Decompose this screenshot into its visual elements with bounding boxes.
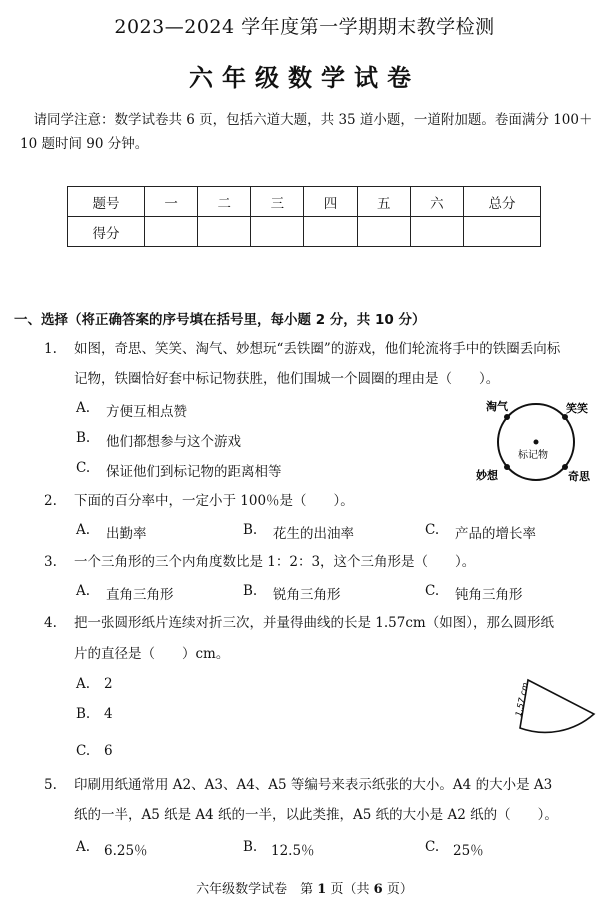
option-text: 12.5％ — [271, 843, 315, 859]
option-text: 产品的增长率 — [455, 526, 536, 542]
table-cell: 总分 — [464, 187, 541, 217]
option-label: A. — [76, 522, 91, 538]
option-text: 6 — [104, 743, 113, 759]
figure-label-qisi: 奇思 — [568, 470, 590, 483]
table-cell: 六 — [410, 187, 463, 217]
question-text: 片的直径是（ ）cm。 — [74, 646, 230, 662]
option-label: C. — [76, 460, 91, 476]
option-label: A. — [76, 400, 91, 416]
option-text: 锐角三角形 — [273, 587, 341, 603]
option-label: B. — [243, 522, 258, 538]
option-text: 方便互相点赞 — [106, 404, 187, 420]
score-table — [67, 186, 541, 247]
option-text: 25％ — [453, 843, 484, 859]
exam-header: 2023—2024 学年度第一学期期末教学检测 — [114, 16, 495, 38]
table-cell: 题号 — [68, 187, 145, 217]
score-input-cell[interactable] — [145, 217, 198, 247]
question-text: 记物，铁圈恰好套中标记物获胜，他们围城一个圆圈的理由是（ ）。 — [74, 371, 500, 387]
option-label: A. — [76, 839, 91, 855]
score-input-cell[interactable] — [410, 217, 463, 247]
score-input-cell[interactable] — [357, 217, 410, 247]
question-number: 1. — [44, 341, 57, 357]
question-number: 4. — [44, 615, 57, 631]
question-number: 2. — [44, 493, 57, 509]
table-cell: 三 — [251, 187, 304, 217]
option-text: 他们都想参与这个游戏 — [106, 434, 241, 450]
footer-middle: 页（共 — [330, 882, 370, 897]
option-label: B. — [243, 839, 258, 855]
option-label: A. — [76, 676, 91, 692]
question-text: 把一张圆形纸片连续对折三次，并量得曲线的长是 1.57cm（如图），那么圆形纸 — [74, 615, 554, 631]
option-label: C. — [76, 743, 91, 759]
option-text: 出勤率 — [106, 526, 147, 542]
question-text: 印刷用纸通常用 A2、A3、A4、A5 等编号来表示纸张的大小。A4 的大小是 A3 — [74, 777, 553, 793]
question-number: 5. — [44, 777, 57, 793]
option-label: B. — [243, 583, 258, 599]
option-text: 直角三角形 — [106, 587, 174, 603]
question-number: 3. — [44, 554, 57, 570]
option-label: A. — [76, 583, 91, 599]
footer-suffix: 页） — [386, 882, 413, 897]
option-text: 6.25％ — [104, 843, 148, 859]
footer-page-number: 1 — [317, 882, 327, 897]
page-footer — [0, 878, 609, 897]
instructions: 请同学注意：数学试卷共 6 页，包括六道大题，共 35 道小题，一道附加题。卷面满分 100＋10 题时间 90 分钟。 — [20, 112, 593, 152]
footer-prefix: 六年级数学试卷 第 — [196, 882, 314, 897]
score-input-cell[interactable] — [198, 217, 251, 247]
score-table-header-row — [68, 187, 541, 217]
score-input-cell[interactable] — [251, 217, 304, 247]
score-input-cell[interactable] — [304, 217, 357, 247]
figure-label-taoqi: 淘气 — [486, 400, 508, 413]
folded-circle-figure — [508, 672, 600, 734]
score-table-score-row — [68, 217, 541, 247]
figure-label-marker: 标记物 — [518, 450, 548, 461]
score-input-cell[interactable] — [464, 217, 541, 247]
option-label: C. — [425, 522, 440, 538]
option-label: C. — [425, 839, 440, 855]
question-text: 如图，奇思、笑笑、淘气、妙想玩“丢铁圈”的游戏，他们轮流将手中的铁圈丢向标 — [74, 341, 561, 357]
curve-length-label: 1.57 cm — [514, 681, 532, 718]
table-cell: 一 — [145, 187, 198, 217]
circle-game-figure — [470, 396, 598, 488]
question-text: 一个三角形的三个内角度数比是 1：2：3，这个三角形是（ ）。 — [74, 554, 476, 570]
option-label: C. — [425, 583, 440, 599]
option-text: 钝角三角形 — [455, 587, 523, 603]
footer-total-pages: 6 — [373, 882, 383, 897]
option-text: 4 — [104, 706, 113, 722]
section-heading: 一、选择（将正确答案的序号填在括号里，每小题 2 分，共 10 分） — [14, 312, 426, 328]
figure-label-miaoxiang: 妙想 — [476, 469, 498, 482]
table-cell: 五 — [357, 187, 410, 217]
question-text: 纸的一半，A5 纸是 A4 纸的一半，以此类推，A5 纸的大小是 A2 纸的（ ）。 — [74, 807, 558, 823]
option-label: B. — [76, 430, 91, 446]
exam-title: 六年级数学试卷 — [189, 64, 420, 92]
table-cell: 四 — [304, 187, 357, 217]
table-cell: 得分 — [68, 217, 145, 247]
option-text: 2 — [104, 676, 113, 692]
option-text: 保证他们到标记物的距离相等 — [106, 464, 282, 480]
table-cell: 二 — [198, 187, 251, 217]
question-text: 下面的百分率中，一定小于 100％是（ ）。 — [74, 493, 354, 509]
option-label: B. — [76, 706, 91, 722]
figure-label-xiaoxiao: 笑笑 — [566, 402, 588, 415]
option-text: 花生的出油率 — [273, 526, 354, 542]
